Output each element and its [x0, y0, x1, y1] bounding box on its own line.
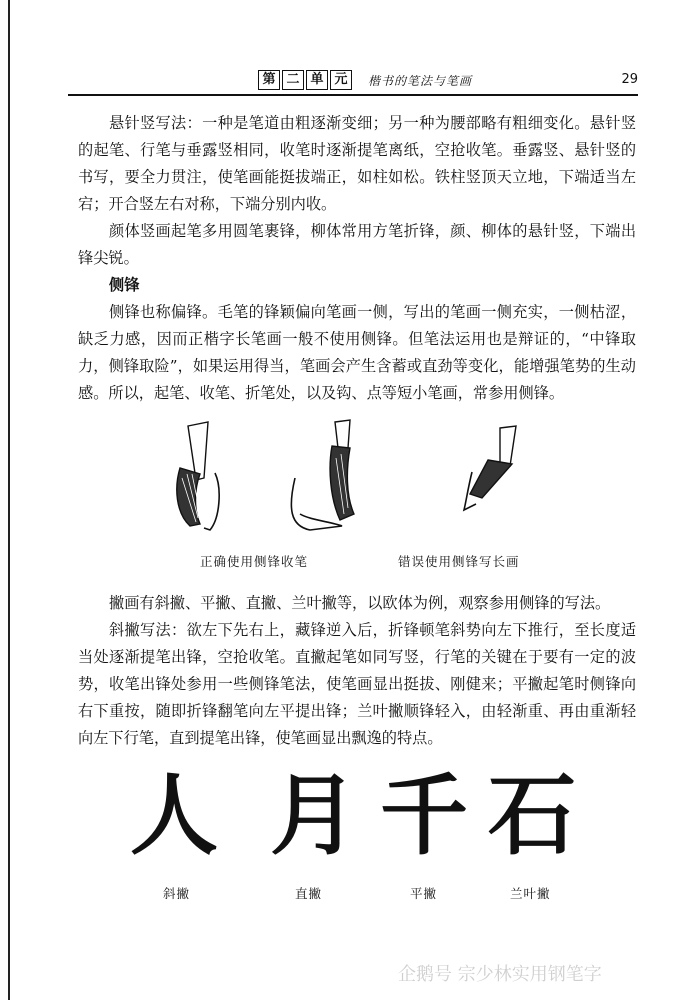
paragraph-pie-types: 撇画有斜撇、平撇、直撇、兰叶撇等，以欧体为例，观察参用侧锋的写法。 [109, 594, 611, 612]
header-subtitle: 楷书的笔法与笔画 [368, 74, 473, 88]
caption-wrong: 错误使用侧锋写长画 [398, 554, 520, 569]
paragraph-text: 起笔如同写竖，行笔的关键在于要有一定的波势，收笔出锋处参用一些侧锋笔法，使笔画显出挺拔、刚健来； [78, 648, 637, 693]
paragraph-pie-methods [78, 617, 636, 752]
page-number: 29 [621, 72, 638, 87]
section-heading-cefeng: 侧锋 [109, 276, 140, 294]
lead-kaihe: 开合竖左右对称， [108, 195, 230, 213]
lead-lanyepie: 兰叶撇 [356, 702, 404, 720]
brush-wrong [464, 426, 516, 510]
paragraph-yanliu: 颜体竖画起笔多用圆笔裹锋，柳体常用方笔折锋，颜、柳体的悬针竖，下端出锋尖锐。 [78, 222, 636, 267]
calligraphy-char-ren: 人 [130, 763, 219, 867]
paragraph-text: 一种是笔道由粗逐渐变细；另一种为腰部略有粗细变化。悬针竖的起笔、行笔与垂露竖相同，收笔时逐渐提笔离纸，空抢收笔。垂露竖、悬针竖的书写，要全力贯注，使笔画能挺拔端正，如柱如松。 [78, 114, 637, 186]
paragraph-text: 欲左下先右上，藏锋逆入后，折锋顿笔斜势向左下推行，至长度适当处逐渐提笔出锋，空抢收笔。 [78, 621, 637, 666]
lead-zhipie: 直撇 [295, 648, 327, 666]
label-xiepie: 斜撇 [163, 886, 191, 901]
label-lanyepie: 兰叶撇 [510, 886, 551, 901]
brush-illustration [160, 418, 580, 543]
watermark-text: 企鹅号 宗少林实用钢笔字 [398, 964, 602, 985]
lead-pingpie: 平撇 [511, 675, 544, 693]
calligraphy-char-shi: 石 [488, 763, 577, 867]
header-unit-char-1: 第 [258, 70, 280, 90]
label-zhipie: 直撇 [295, 886, 323, 901]
calligraphy-char-qian: 千 [380, 763, 469, 867]
paragraph-cefeng: 侧锋也称偏锋。毛笔的锋颖偏向笔画一侧，写出的笔画一侧充实，一侧枯涩，缺乏力感，因而正楷字长笔画一般不使用侧锋。但笔法运用也是辩证的，“中锋取力，侧锋取险”，如果运用得当，笔画会产生含蓄或直劲等变化，能增强笔势的生动感。所以，起笔、收笔、折笔处，以及钩、点等短小笔画，常参用侧锋。 [78, 303, 636, 402]
body-text-top [78, 110, 636, 407]
lead-tiezhu: 铁柱竖顶天立地，下端适当左宕； [78, 168, 637, 213]
lead-xiepie: 斜撇写法： [109, 621, 187, 639]
calligraphy-char-yue: 月 [270, 763, 359, 867]
lead-xuanzhen: 悬针竖写法： [109, 114, 203, 132]
header-unit-char-4: 元 [330, 70, 352, 90]
header-unit-char-3: 单 [306, 70, 328, 90]
brush-correct-2 [291, 420, 354, 530]
paragraph-text: 顺锋轻入，由轻渐重、再由重渐轻向左下行笔，直到提笔出锋，使笔画显出飘逸的特点。 [78, 702, 637, 747]
header-unit-char-2: 二 [282, 70, 304, 90]
paragraph-text: 起笔时侧锋向右下重按，随即折锋翻笔向左平提出锋； [78, 675, 637, 720]
paragraph-xuanzhen [78, 110, 636, 218]
brush-correct-1 [177, 422, 219, 530]
body-text-bottom [78, 590, 636, 752]
caption-correct: 正确使用侧锋收笔 [200, 554, 309, 569]
page-edge-line [8, 0, 10, 1000]
page-header [68, 68, 638, 96]
label-pingpie: 平撇 [410, 886, 438, 901]
paragraph-text: 下端分别内收。 [229, 195, 337, 213]
